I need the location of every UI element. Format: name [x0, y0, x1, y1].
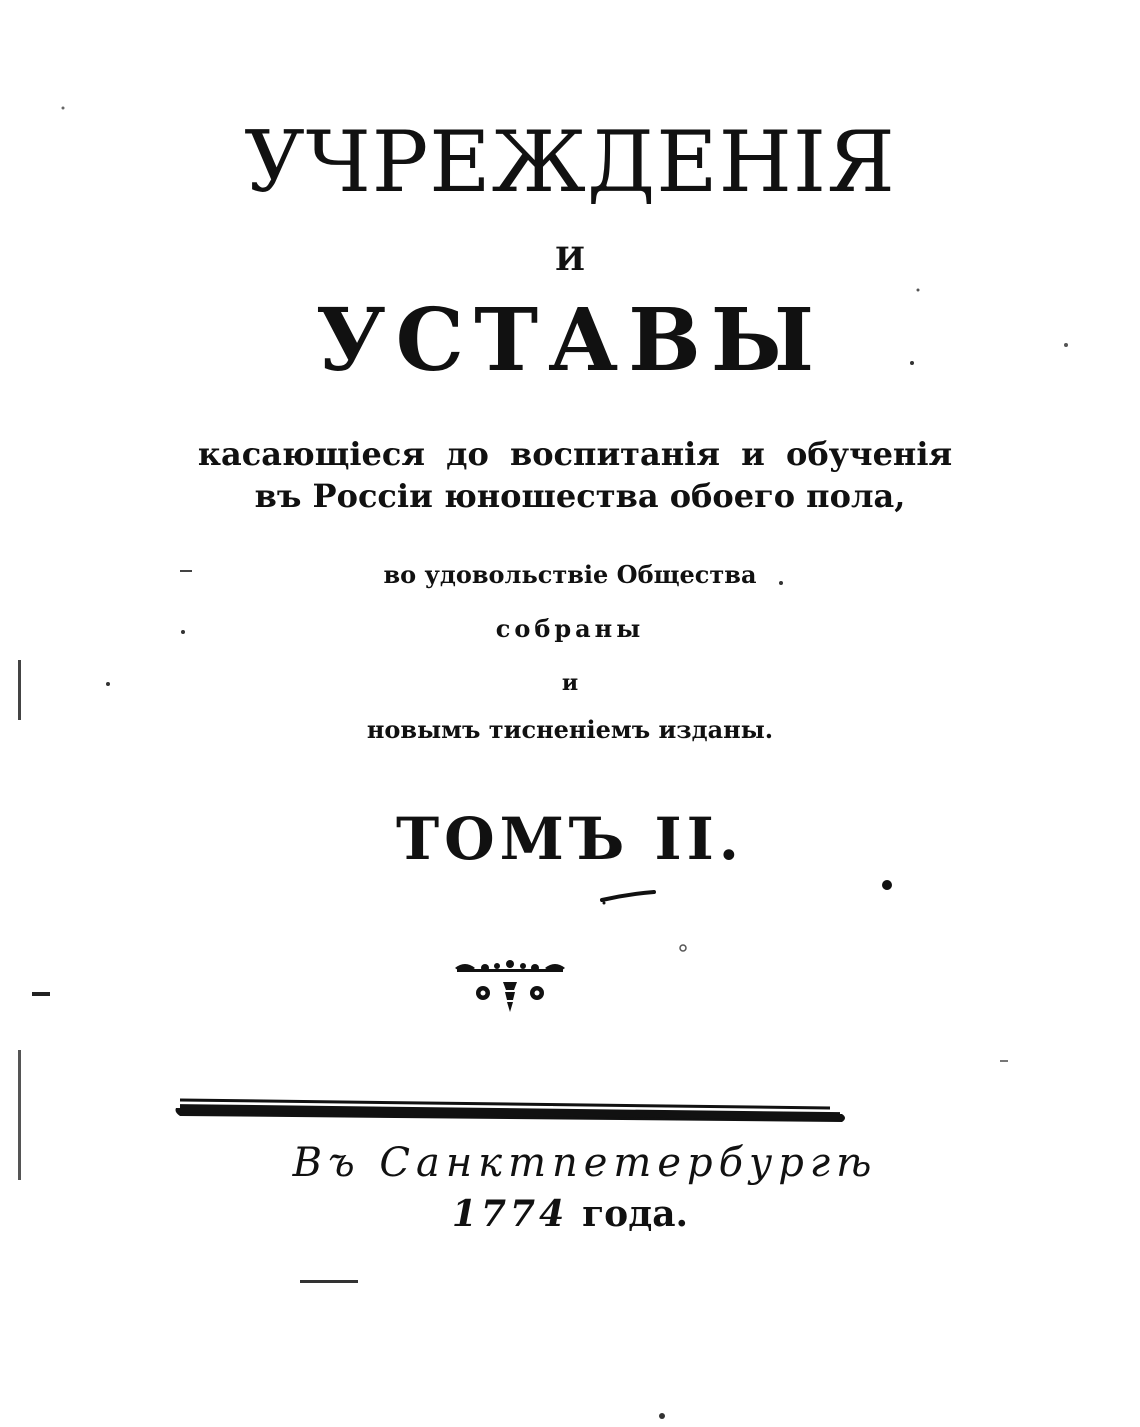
speck: [917, 289, 920, 292]
volume-number: ТОМЪ II.: [395, 805, 744, 873]
short-rule: [598, 886, 668, 906]
description-line-6: новымъ тисненіемъ изданы.: [366, 715, 774, 744]
description-line-1: касающіеся до воспитанія и обученія: [197, 435, 953, 473]
speck: [882, 880, 892, 890]
description-line-3: во удовольствіе Общества: [383, 560, 757, 589]
place-of-printing: Въ Санктпетербургѣ: [292, 1140, 878, 1186]
description-line-4: собраны: [495, 614, 645, 643]
conjunction-and: И: [554, 240, 586, 278]
speck: [680, 945, 686, 951]
year-number: 1774: [451, 1193, 569, 1235]
speck: [1000, 1060, 1008, 1062]
speck: [32, 992, 50, 996]
description-line-5: и: [561, 670, 579, 696]
speck: [300, 1280, 358, 1283]
year-of-printing: [0, 1193, 1140, 1235]
double-rule: [170, 1088, 850, 1128]
description-line-2: въ Россіи юношества обоего пола,: [254, 477, 906, 515]
year-suffix: года.: [582, 1193, 689, 1235]
subtitle: УСТАВЫ: [315, 290, 825, 391]
speck: [62, 107, 65, 110]
title: УЧРЕЖДЕНІЯ: [244, 113, 896, 211]
speck: [659, 1413, 665, 1419]
printer-ornament: [445, 948, 575, 1018]
